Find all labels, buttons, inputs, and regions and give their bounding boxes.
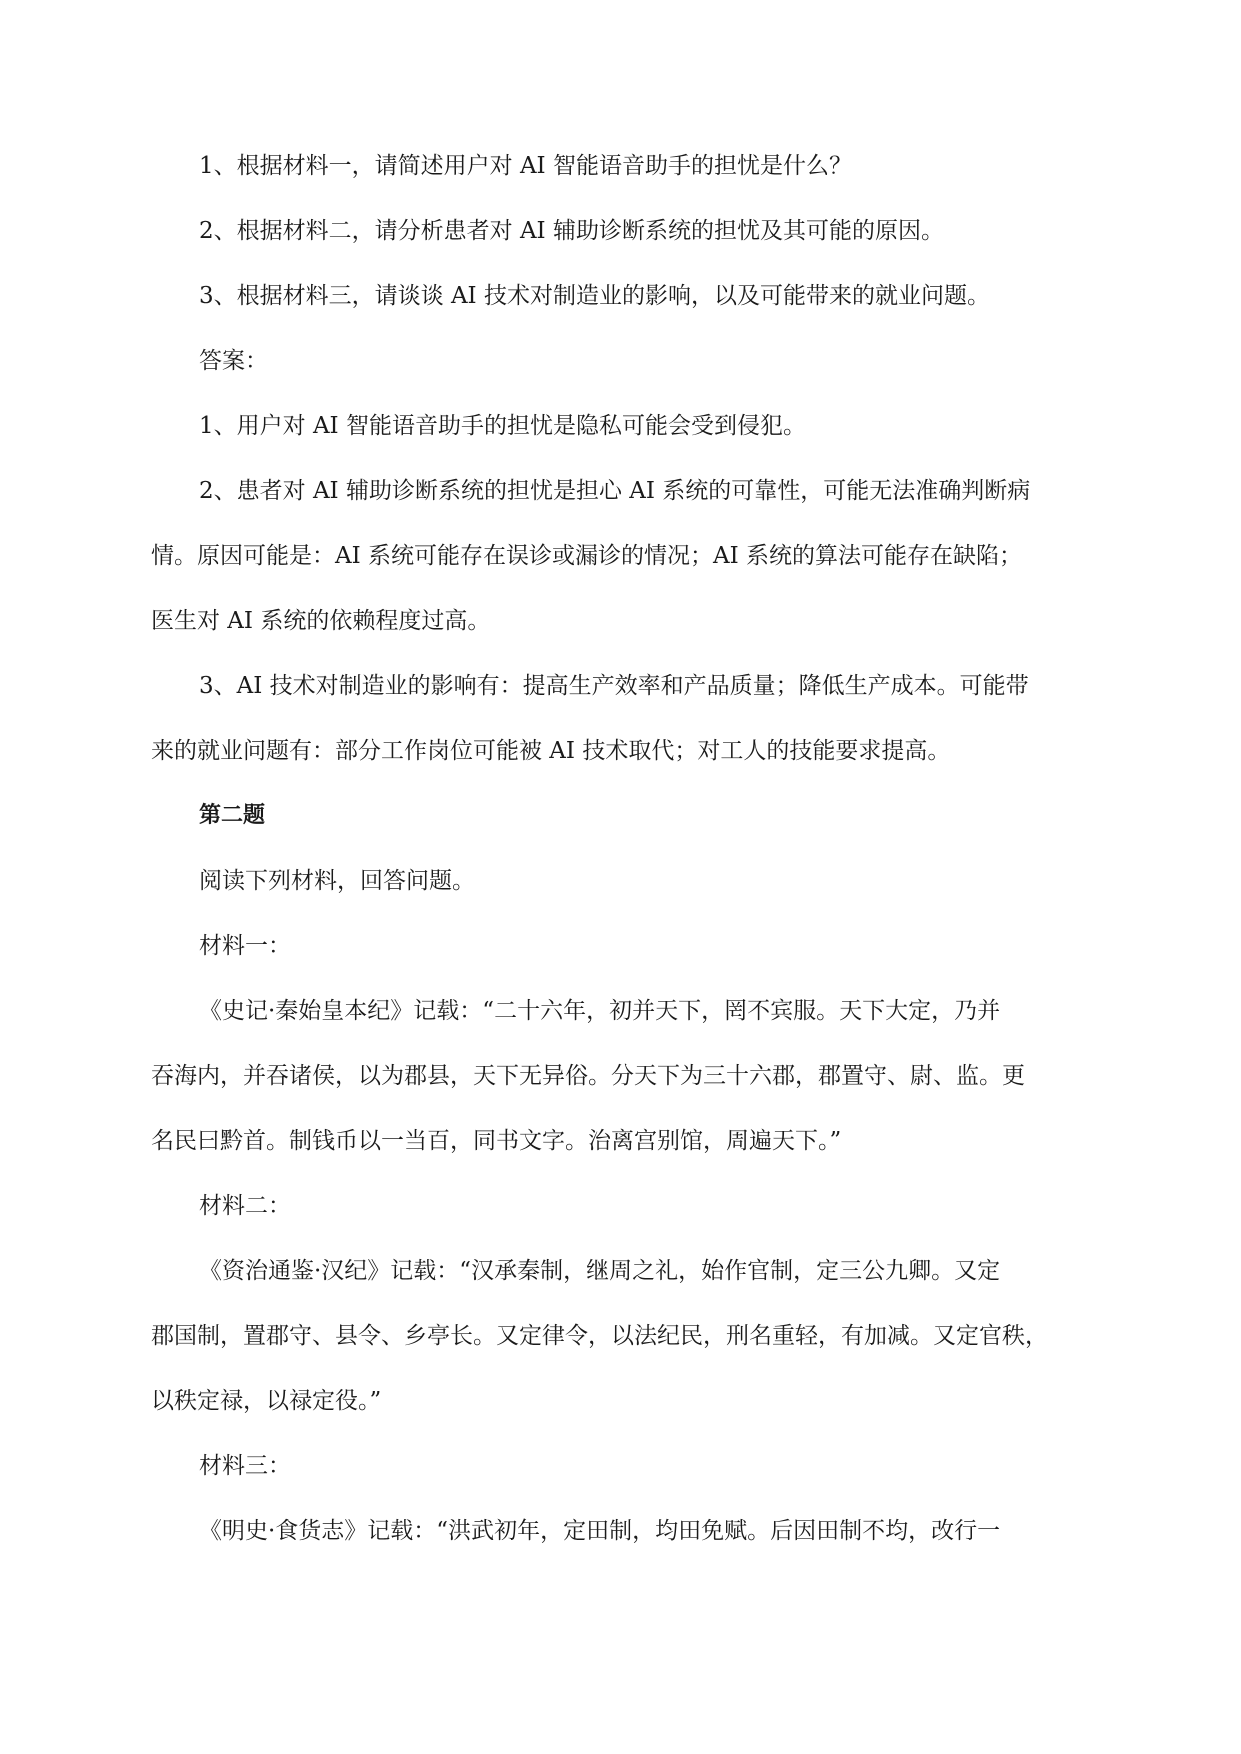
answer-1: 1、用户对 AI 智能语音助手的担忧是隐私可能会受到侵犯。 bbox=[199, 413, 806, 439]
question-2: 2、根据材料二，请分析患者对 AI 辅助诊断系统的担忧及其可能的原因。 bbox=[199, 218, 944, 244]
material-1-label: 材料一： bbox=[199, 933, 291, 959]
material-2-line-2: 郡国制，置郡守、县令、乡亭长。又定律令，以法纪民，刑名重轻，有加减。又定官秩， bbox=[151, 1323, 1048, 1349]
question-3: 3、根据材料三，请谈谈 AI 技术对制造业的影响，以及可能带来的就业问题。 bbox=[199, 283, 990, 309]
material-3-label: 材料三： bbox=[199, 1453, 291, 1479]
section-title: 第二题 bbox=[199, 803, 266, 828]
answer-3-line-1: 3、AI 技术对制造业的影响有：提高生产效率和产品质量；降低生产成本。可能带 bbox=[199, 673, 1029, 699]
answer-3-line-2: 来的就业问题有：部分工作岗位可能被 AI 技术取代；对工人的技能要求提高。 bbox=[151, 738, 951, 764]
instruction: 阅读下列材料，回答问题。 bbox=[199, 868, 475, 894]
material-1-line-2: 吞海内，并吞诸侯，以为郡县，天下无异俗。分天下为三十六郡，郡置守、尉、监。更 bbox=[151, 1063, 1025, 1089]
material-2-label: 材料二： bbox=[199, 1193, 291, 1219]
material-2-line-3: 以秩定禄，以禄定役。” bbox=[151, 1388, 382, 1414]
material-2-line-1: 《资治通鉴·汉纪》记载：“汉承秦制，继周之礼，始作官制，定三公九卿。又定 bbox=[199, 1258, 1001, 1284]
question-1: 1、根据材料一，请简述用户对 AI 智能语音助手的担忧是什么？ bbox=[199, 153, 852, 179]
material-3-line-1: 《明史·食货志》记载：“洪武初年，定田制，均田免赋。后因田制不均，改行一 bbox=[199, 1518, 1001, 1544]
material-1-line-3: 名民曰黔首。制钱币以一当百，同书文字。治离宫别馆，周遍天下。” bbox=[151, 1128, 842, 1154]
answer-2-line-2: 情。原因可能是：AI 系统可能存在误诊或漏诊的情况；AI 系统的算法可能存在缺陷； bbox=[151, 543, 1023, 569]
answer-2-line-3: 医生对 AI 系统的依赖程度过高。 bbox=[151, 608, 491, 634]
answer-label: 答案： bbox=[199, 348, 268, 374]
material-1-line-1: 《史记·秦始皇本纪》记载：“二十六年，初并天下，罔不宾服。天下大定，乃并 bbox=[199, 998, 1001, 1024]
answer-2-line-1: 2、患者对 AI 辅助诊断系统的担忧是担心 AI 系统的可靠性，可能无法准确判断病 bbox=[199, 478, 1031, 504]
